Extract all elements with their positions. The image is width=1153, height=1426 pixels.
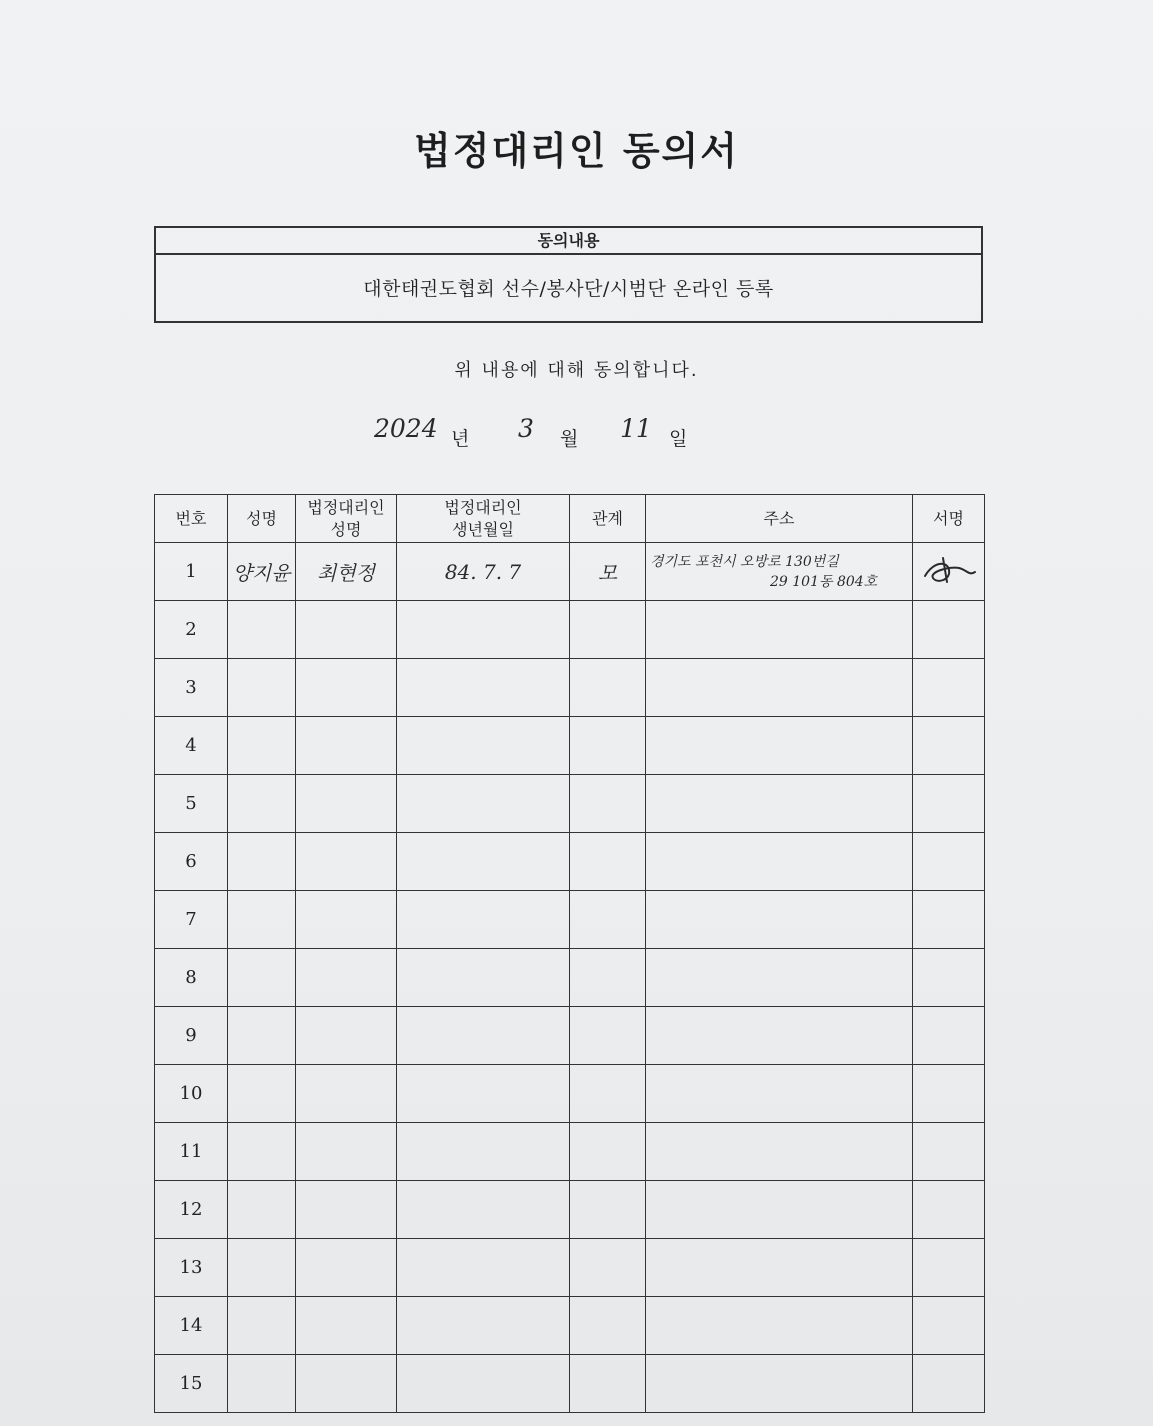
cell-signature <box>913 775 985 833</box>
cell-guardian-birth <box>397 1181 570 1239</box>
cell-guardian-name <box>296 949 397 1007</box>
date-year-label: 년 <box>451 428 470 450</box>
cell-name <box>228 1123 296 1181</box>
cell-guardian-name <box>296 833 397 891</box>
cell-relation <box>570 833 646 891</box>
table-row <box>155 891 985 949</box>
consent-header: 동의내용 <box>156 228 981 255</box>
cell-address <box>646 717 913 775</box>
cell-relation <box>570 1355 646 1413</box>
cell-relation <box>570 1239 646 1297</box>
cell-guardian-name <box>296 775 397 833</box>
table-row <box>155 775 985 833</box>
cell-guardian-name <box>296 1297 397 1355</box>
table-row <box>155 1123 985 1181</box>
date-day-value: 11 <box>620 414 652 443</box>
cell-relation <box>570 775 646 833</box>
cell-address <box>646 891 913 949</box>
cell-address <box>646 1065 913 1123</box>
cell-number: 10 <box>155 1065 228 1123</box>
cell-number: 1 <box>155 543 228 601</box>
cell-name <box>228 891 296 949</box>
cell-signature <box>913 949 985 1007</box>
cell-number: 7 <box>155 891 228 949</box>
table-row <box>155 659 985 717</box>
cell-address <box>646 1181 913 1239</box>
cell-signature <box>913 1065 985 1123</box>
header-relation: 관계 <box>570 495 646 543</box>
cell-guardian-name <box>296 1123 397 1181</box>
table-row <box>155 543 985 601</box>
cell-address <box>646 1239 913 1297</box>
table-row <box>155 717 985 775</box>
cell-number: 3 <box>155 659 228 717</box>
cell-guardian-birth <box>397 1297 570 1355</box>
cell-guardian-birth <box>397 717 570 775</box>
cell-name <box>228 659 296 717</box>
table-row <box>155 833 985 891</box>
page-title: 법정대리인 동의서 <box>414 129 739 173</box>
cell-name <box>228 717 296 775</box>
handwritten-signature <box>919 554 979 590</box>
guardian-roster-table <box>154 494 985 1413</box>
cell-guardian-birth <box>397 1065 570 1123</box>
cell-guardian-name <box>296 1355 397 1413</box>
cell-guardian-name <box>296 717 397 775</box>
header-name: 성명 <box>228 495 296 543</box>
cell-guardian-name <box>296 1065 397 1123</box>
cell-signature <box>913 1007 985 1065</box>
cell-guardian-birth <box>397 1123 570 1181</box>
cell-guardian-birth <box>397 1355 570 1413</box>
cell-number: 13 <box>155 1239 228 1297</box>
cell-signature <box>913 1355 985 1413</box>
cell-signature <box>913 891 985 949</box>
date-month-label: 월 <box>560 428 579 450</box>
cell-signature <box>913 717 985 775</box>
date-month-value: 3 <box>518 414 534 443</box>
cell-address <box>646 1007 913 1065</box>
cell-address <box>646 601 913 659</box>
table-row <box>155 1007 985 1065</box>
cell-name <box>228 1065 296 1123</box>
cell-guardian-name <box>296 1239 397 1297</box>
cell-address <box>646 659 913 717</box>
cell-number: 8 <box>155 949 228 1007</box>
cell-guardian-birth <box>397 1007 570 1065</box>
cell-relation: 모 <box>570 543 646 601</box>
table-row <box>155 949 985 1007</box>
cell-relation <box>570 949 646 1007</box>
cell-number: 11 <box>155 1123 228 1181</box>
address-line-2: 29 101동 804호 <box>770 573 878 590</box>
cell-name <box>228 1355 296 1413</box>
cell-number: 14 <box>155 1297 228 1355</box>
table-row <box>155 601 985 659</box>
table-row <box>155 1065 985 1123</box>
date-year-value: 2024 <box>374 414 438 443</box>
consent-content: 대한태권도협회 선수/봉사단/시범단 온라인 등록 <box>363 278 774 300</box>
consent-content-box <box>154 226 983 323</box>
header-address: 주소 <box>646 495 913 543</box>
cell-guardian-birth <box>397 659 570 717</box>
cell-guardian-name <box>296 891 397 949</box>
cell-name <box>228 1239 296 1297</box>
cell-guardian-birth <box>397 1239 570 1297</box>
cell-guardian-name: 최현정 <box>296 543 397 601</box>
date-day-label: 일 <box>669 428 688 450</box>
cell-relation <box>570 891 646 949</box>
cell-number: 15 <box>155 1355 228 1413</box>
cell-guardian-birth <box>397 833 570 891</box>
cell-address <box>646 775 913 833</box>
address-line-1: 경기도 포천시 오방로 130번길 <box>650 553 839 570</box>
cell-address <box>646 949 913 1007</box>
cell-signature <box>913 833 985 891</box>
cell-signature <box>913 601 985 659</box>
cell-relation <box>570 1065 646 1123</box>
header-guardian-birth: 법정대리인 생년월일 <box>397 495 570 543</box>
cell-relation <box>570 1123 646 1181</box>
cell-number: 12 <box>155 1181 228 1239</box>
cell-guardian-birth <box>397 601 570 659</box>
agreement-statement: 위 내용에 대해 동의합니다. <box>454 360 699 381</box>
cell-guardian-birth <box>397 775 570 833</box>
cell-address <box>646 1297 913 1355</box>
cell-guardian-birth <box>397 949 570 1007</box>
cell-relation <box>570 659 646 717</box>
cell-address <box>646 833 913 891</box>
cell-name <box>228 1181 296 1239</box>
cell-relation <box>570 717 646 775</box>
cell-guardian-name <box>296 601 397 659</box>
cell-name <box>228 775 296 833</box>
cell-signature <box>913 1297 985 1355</box>
header-signature: 서명 <box>913 495 985 543</box>
cell-relation <box>570 601 646 659</box>
cell-signature <box>913 543 985 601</box>
cell-relation <box>570 1007 646 1065</box>
table-row <box>155 1239 985 1297</box>
header-guardian-name: 법정대리인 성명 <box>296 495 397 543</box>
cell-guardian-name <box>296 1181 397 1239</box>
cell-number: 5 <box>155 775 228 833</box>
cell-name: 양지윤 <box>228 543 296 601</box>
cell-name <box>228 1007 296 1065</box>
cell-name <box>228 949 296 1007</box>
cell-number: 4 <box>155 717 228 775</box>
cell-guardian-birth <box>397 891 570 949</box>
header-number: 번호 <box>155 495 228 543</box>
cell-signature <box>913 1181 985 1239</box>
table-row <box>155 1181 985 1239</box>
cell-number: 9 <box>155 1007 228 1065</box>
cell-name <box>228 1297 296 1355</box>
cell-name <box>228 833 296 891</box>
cell-relation <box>570 1181 646 1239</box>
cell-address <box>646 1355 913 1413</box>
cell-guardian-name <box>296 1007 397 1065</box>
cell-signature <box>913 1123 985 1181</box>
cell-signature <box>913 1239 985 1297</box>
table-header-row <box>155 495 985 543</box>
table-row <box>155 1355 985 1413</box>
table-row <box>155 1297 985 1355</box>
cell-signature <box>913 659 985 717</box>
cell-number: 2 <box>155 601 228 659</box>
cell-guardian-name <box>296 659 397 717</box>
cell-name <box>228 601 296 659</box>
cell-address <box>646 1123 913 1181</box>
cell-guardian-birth: 84. 7. 7 <box>397 543 570 601</box>
cell-relation <box>570 1297 646 1355</box>
cell-address <box>646 543 913 601</box>
cell-number: 6 <box>155 833 228 891</box>
